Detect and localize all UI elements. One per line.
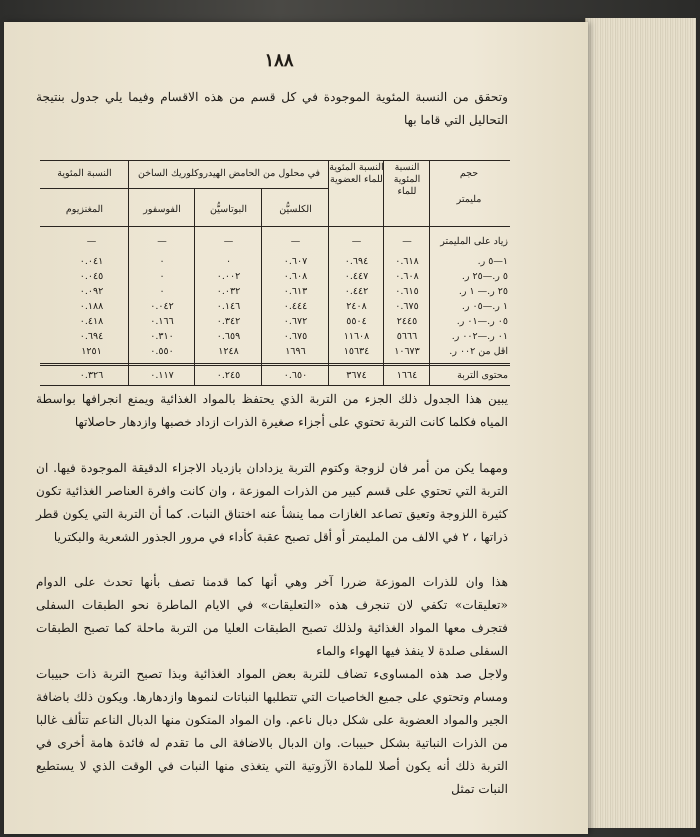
cell-potassium: ٠.٦٥٩ xyxy=(216,331,241,342)
cell-organic: ٥٥٠٤ xyxy=(346,316,367,327)
table-row xyxy=(40,269,510,284)
cell-dash: — xyxy=(290,236,301,247)
cell-phosphorus: ٠.١٦٦ xyxy=(150,316,174,327)
cell-magnesium: ١٢٥١ xyxy=(81,346,102,357)
cell-size: زياد على المليمتر xyxy=(440,236,508,247)
cell-phosphorus: ٠.٥٥٠ xyxy=(150,346,174,357)
cell-magnesium: ٠.٠٤١ xyxy=(79,256,104,267)
cell-magnesium: ٠.٣٢٦ xyxy=(79,370,104,381)
header-subrule xyxy=(40,188,329,189)
cell-dash: — xyxy=(402,236,412,247)
cell-magnesium: ٠.٠٩٢ xyxy=(79,286,104,297)
table-row xyxy=(40,299,510,314)
cell-dash: — xyxy=(86,236,97,247)
cell-potassium: ٠.٢٤٥ xyxy=(216,370,241,381)
table-total-row xyxy=(40,368,510,383)
body-paragraph: ومهما يكن من أمر فان لزوجة وكتوم التربة يزدادان بازدياد الاجزاء الدقيقة الموجودة فيها. ان التربة التي تحتوي على قسم كبير من الذرات الموزعة ، وان كانت وافرة العناصر الغذائية تكون كثيرة اللزوجة وتعيق تصاعد الغازات مما ينشأ عنه اختناق النبات. كما أن التربة التي يكون قطر ذراتها ، ٢ في الالف من المليمتر أو أقل تصبح عقبة كأداء في مرور الجذور الشعرية والبكتريا xyxy=(36,461,508,544)
cell-size: ١ ر.—٠٥ ر. xyxy=(461,301,508,312)
cell-phosphorus: ٠ xyxy=(159,286,165,297)
cell-water: ١٠٦٧٣ xyxy=(394,346,420,357)
book-page xyxy=(4,22,588,834)
cell-water: ١٦٦٤ xyxy=(396,370,418,381)
cell-water: ٠.٦١٥ xyxy=(395,286,419,297)
cell-size: ٥ ر.—٢٥ ر. xyxy=(461,271,508,282)
table-row xyxy=(40,254,510,269)
cell-potassium: ٠.٠٠٢ xyxy=(216,271,241,282)
cell-potassium: ٠.١٤٦ xyxy=(216,301,241,312)
cell-calcium: ٠.٦٠٧ xyxy=(283,256,308,267)
header-size: حجم xyxy=(459,168,479,179)
cell-size: ٠٥ ر.—٠١ ر. xyxy=(456,316,508,327)
cell-potassium: ٠.٠٣٢ xyxy=(216,286,241,297)
cell-water: ٠.٦٧٥ xyxy=(395,301,419,312)
cell-calcium: ١٦٩٦ xyxy=(285,346,306,357)
table-top-rule xyxy=(40,160,510,161)
header-pct-group: النسبة المئوية xyxy=(57,168,112,179)
cell-calcium: ٠.٤٤٤ xyxy=(283,301,308,312)
header-calcium: الكلسيُّن xyxy=(279,204,312,215)
cell-calcium: ٠.٦٠٨ xyxy=(283,271,308,282)
header-water-pct: النسبة المئوية للماء xyxy=(393,162,421,197)
cell-phosphorus: ٠ xyxy=(159,271,165,282)
cell-size: ١—٥ ر. xyxy=(477,256,508,267)
cell-size: اقل من ٠٠٢ ر. xyxy=(449,346,508,357)
cell-phosphorus: ٠.١١٧ xyxy=(150,370,174,381)
cell-water: ٠.٦٠٨ xyxy=(395,271,419,282)
cell-water: ٠.٦١٨ xyxy=(395,256,419,267)
cell-potassium: ٠ xyxy=(225,256,232,267)
cell-calcium: ٠.٦٧٢ xyxy=(283,316,308,327)
cell-size: ٠١ ر.—٠٠٢ ر. xyxy=(451,331,508,342)
header-bottom-rule xyxy=(40,226,510,227)
cell-organic: ٠.٦٩٤ xyxy=(344,256,369,267)
header-size-unit: مليمتر xyxy=(456,194,482,205)
cell-water: ٢٤٤٥ xyxy=(396,316,418,327)
header-organic-water-pct: النسبة المئوية للماء العضوية xyxy=(329,162,384,185)
cell-phosphorus: ٠.٠٤٢ xyxy=(150,301,174,312)
cell-dash: — xyxy=(351,236,362,247)
table-bottom-rule xyxy=(40,385,510,386)
soil-analysis-table xyxy=(40,160,510,386)
cell-magnesium: ٠.٦٩٤ xyxy=(79,331,104,342)
cell-magnesium: ٠.٠٤٥ xyxy=(79,271,104,282)
cell-phosphorus: ٠ xyxy=(159,256,165,267)
cell-dash: — xyxy=(157,236,167,247)
cell-magnesium: ٠.١٨٨ xyxy=(79,301,104,312)
cell-organic: ١١٦٠٨ xyxy=(343,331,370,342)
header-hcl-group: في محلول من الحامض الهيدروكلوريك الساخن xyxy=(137,168,321,179)
cell-organic: ٠.٤٤٧ xyxy=(344,271,369,282)
page-number: ١٨٨ xyxy=(264,50,294,71)
cell-water: ٥٦٦٦ xyxy=(396,331,418,342)
intro-paragraph: وتحقق من النسبة المئوية الموجودة في كل قسم من هذه الاقسام وفيما يلي جدول بنتيجة التحاليل التي قاما بها xyxy=(36,90,508,127)
cell-organic: ١٥٦٣٤ xyxy=(343,346,370,357)
cell-calcium: ٠.٦٧٥ xyxy=(283,331,308,342)
header-magnesium: المغنزيوم xyxy=(65,204,104,215)
cell-total-label: محتوى التربة xyxy=(457,370,508,381)
cell-potassium: ١٢٤٨ xyxy=(218,346,239,357)
cell-phosphorus: ٠.٣١٠ xyxy=(150,331,174,342)
table-row xyxy=(40,344,510,359)
cell-calcium: ٠.٦١٣ xyxy=(283,286,308,297)
cell-size: ٢٥ ر.— ١ ر. xyxy=(458,286,508,297)
table-row xyxy=(40,329,510,344)
cell-magnesium: ٠.٤١٨ xyxy=(79,316,104,327)
page-edges xyxy=(585,18,696,828)
table-row xyxy=(40,234,510,249)
cell-organic: ٢٤٠٨ xyxy=(346,301,367,312)
total-rule xyxy=(40,363,510,366)
header-potassium: البوتاسيُّن xyxy=(210,204,247,215)
body-paragraph: هذا وان للذرات الموزعة ضررا آخر وهي أنها كما قدمنا تصف بأنها تحدث على الدوام «تعليقات» تكفي لان تنجرف هذه «التعليقات» في الايام الماطرة نحو الطبقات السفلى فتجرف معها المواد الغذائية ولذلك تصبح الطبقات العليا من التربة ماحلة كما تصبح الطبقات السفلى صلدة لا ينفذ فيها الهواء والماء xyxy=(36,575,508,658)
body-paragraph: يبين هذا الجدول ذلك الجزء من التربة الذي يحتفظ بالمواد الغذائية ويمنع انجرافها بواسطة المياه فكلما كانت التربة تحتوي على أجزاء صغيرة الذرات ازداد خصبها وازدهار حاصلاتها xyxy=(36,392,508,429)
body-paragraph: ولاجل صد هذه المساوىء تضاف للتربة بعض المواد الغذائية وبذا تصبح التربة ذات حبيبات ومسام وتحتوي على جميع الخاصيات التي تتطلبها النباتات لنموها وازدهارها. ويكون ذلك باضافة الجير والمواد العضوية على شكل دبال ناعم. وان المواد المتكون منها الدبال الناعم تتألف غالبا من الذرات النباتية بشكل حبيبات. وان الدبال بالاضافة الى ما تقدم له فائدة هامة أخرى في التربة ذلك أنه يكون أصلا للمادة الآزوتية التي يتغذى منها النبات في الوقت الذي لا يستطيع النبات تمثل xyxy=(36,667,508,796)
table-row xyxy=(40,314,510,329)
table-row xyxy=(40,284,510,299)
cell-dash: — xyxy=(223,236,234,247)
cell-calcium: ٠.٦٥٠ xyxy=(283,370,308,381)
header-phosphorus: الفوسفور xyxy=(143,204,181,215)
cell-potassium: ٠.٣٤٢ xyxy=(216,316,241,327)
cell-organic: ٣٦٧٤ xyxy=(346,370,367,381)
cell-organic: ٠.٤٤٢ xyxy=(344,286,369,297)
